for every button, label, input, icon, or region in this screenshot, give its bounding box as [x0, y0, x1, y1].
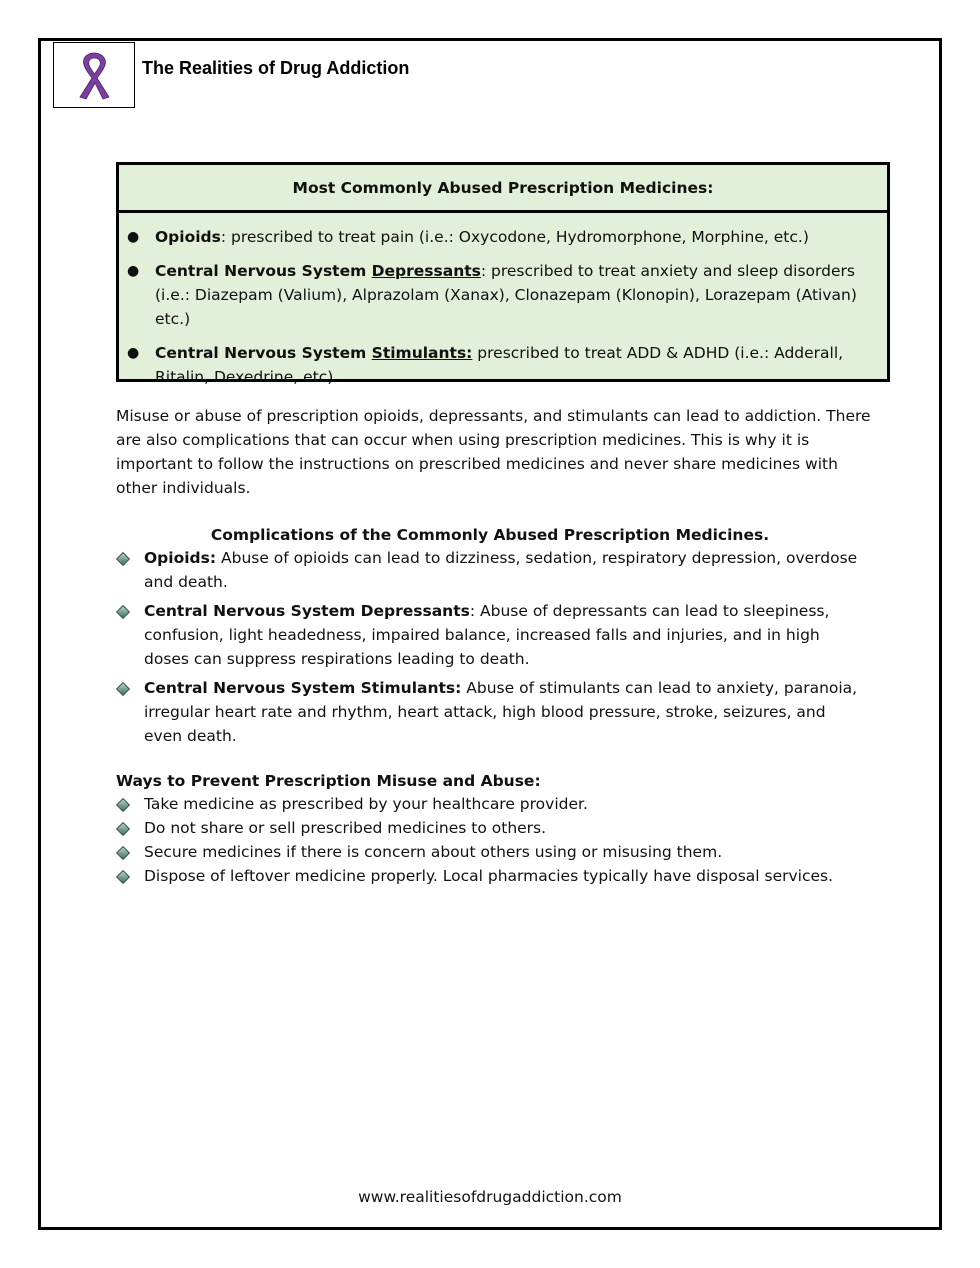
medicines-list [119, 213, 887, 389]
diamond-bullet-icon [116, 605, 130, 619]
diamond-bullet-icon [116, 552, 130, 566]
medicine-description: prescribed to treat ADD & ADHD (i.e.: Adderall, Ritalin, Dexedrine, etc). [155, 344, 844, 386]
awareness-ribbon-icon [68, 49, 120, 101]
complication-description: : Abuse of depressants can lead to sleepiness, confusion, light headedness, impaired balance, increased falls and injuries, and in high doses can suppress respirations leading to death. [144, 602, 830, 668]
medicines-box [116, 162, 890, 386]
prevention-text: Dispose of leftover medicine properly. Local pharmacies typically have disposal services. [144, 867, 834, 885]
complication-term: Central Nervous System Stimulants: [144, 679, 462, 697]
list-item [116, 792, 866, 816]
medicine-term-underlined: Stimulants: [371, 344, 473, 362]
list-item [116, 599, 866, 671]
medicine-term-underlined: Depressants [371, 262, 481, 280]
prevention-text: Take medicine as prescribed by your healthcare provider. [144, 795, 588, 813]
medicine-term: Opioids [155, 228, 221, 246]
bullet-icon: ● [127, 229, 140, 245]
prevention-list [116, 792, 866, 888]
medicine-description: : prescribed to treat anxiety and sleep disorders (i.e.: Diazepam (Valium), Alprazolam (Xanax), Clonazepam (Klonopin), Lorazepam (Ativan) etc.) [155, 262, 857, 328]
footer-url[interactable]: www.realitiesofdrugaddiction.com [358, 1188, 622, 1206]
list-item [116, 840, 866, 864]
complication-term: Central Nervous System Depressants [144, 602, 470, 620]
list-item [127, 225, 877, 249]
diamond-bullet-icon [116, 822, 130, 836]
site-title: The Realities of Drug Addiction [142, 58, 410, 78]
complication-description: Abuse of stimulants can lead to anxiety, paranoia, irregular heart rate and rhythm, heart attack, high blood pressure, stroke, seizures, and even death. [144, 679, 858, 745]
diamond-bullet-icon [116, 798, 130, 812]
diamond-bullet-icon [116, 870, 130, 884]
complications-heading: Complications of the Commonly Abused Prescription Medicines. [210, 526, 770, 544]
list-item [127, 259, 877, 331]
medicine-term-prefix: Central Nervous System [155, 262, 372, 280]
logo [53, 42, 135, 108]
list-item [116, 676, 866, 748]
diamond-bullet-icon [116, 846, 130, 860]
list-item [127, 341, 877, 389]
intro-paragraph: Misuse or abuse of prescription opioids, depressants, and stimulants can lead to addiction. There are also complications that can occur when using prescription medicines. This is why it is important to follow the instructions on prescribed medicines and never share medicines with other individuals. [116, 407, 871, 497]
medicines-box-heading: Most Commonly Abused Prescription Medicines: [119, 165, 887, 213]
list-item [116, 816, 866, 840]
complication-term: Opioids: [144, 549, 217, 567]
prevention-text: Secure medicines if there is concern about others using or misusing them. [144, 843, 723, 861]
list-item [116, 864, 866, 888]
prevention-heading: Ways to Prevent Prescription Misuse and Abuse: [116, 772, 541, 790]
list-item [116, 546, 866, 594]
complications-list [116, 546, 866, 753]
diamond-bullet-icon [116, 682, 130, 696]
prevention-text: Do not share or sell prescribed medicines to others. [144, 819, 547, 837]
complication-description: Abuse of opioids can lead to dizziness, sedation, respiratory depression, overdose and death. [144, 549, 858, 591]
bullet-icon: ● [127, 345, 140, 361]
medicine-description: : prescribed to treat pain (i.e.: Oxycodone, Hydromorphone, Morphine, etc.) [220, 228, 809, 246]
bullet-icon: ● [127, 263, 140, 279]
medicine-term-prefix: Central Nervous System [155, 344, 372, 362]
